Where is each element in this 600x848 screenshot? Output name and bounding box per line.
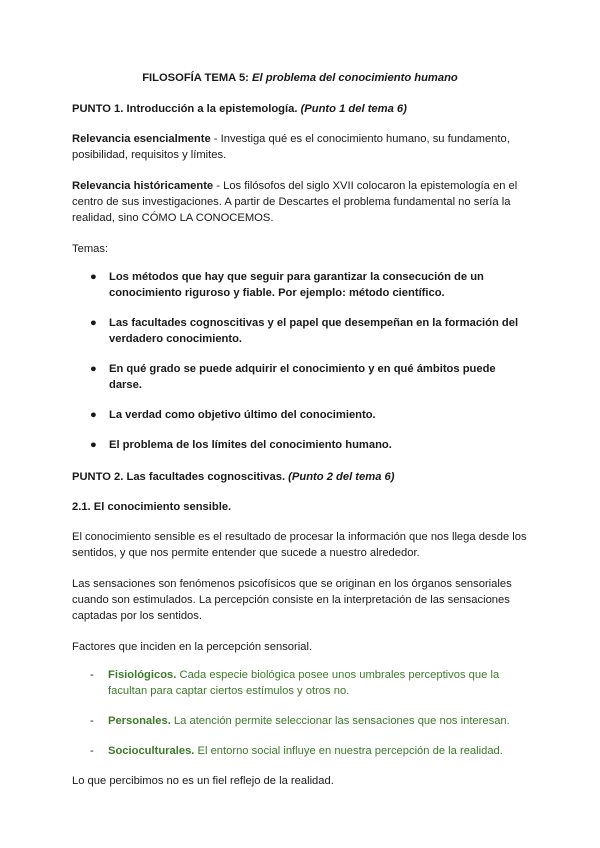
- sensaciones-paragraph: Las sensaciones son fenómenos psicofísicos que se originan en los órganos sensoriales cuando son estimulados. La percepción consiste en la interpretación de las sensaciones captadas por los sentidos.: [72, 578, 512, 622]
- bullet-icon: ●: [90, 271, 97, 283]
- temas-list: [72, 269, 528, 453]
- bullet-icon: ●: [90, 317, 97, 329]
- list-item: [90, 437, 528, 453]
- factor-text: El entorno social influye en nuestra percepción de la realidad.: [194, 745, 503, 757]
- temas-label: Temas:: [72, 243, 109, 255]
- title-italic: El problema del conocimiento humano: [252, 72, 458, 84]
- list-item: [90, 667, 528, 699]
- document-title: [72, 70, 528, 86]
- conocimiento-sensible-paragraph: El conocimiento sensible es el resultado de procesar la información que nos llega desde los sentidos, y que nos permite entender que sucede a nuestro alrededor.: [72, 531, 527, 559]
- punto2-heading-text: PUNTO 2. Las facultades cognoscitivas.: [72, 471, 289, 483]
- factor-term: Personales.: [108, 715, 171, 727]
- list-item: [90, 743, 528, 759]
- relevancia-historica-paragraph: [72, 178, 528, 226]
- list-item-text: Las facultades cognoscitivas y el papel que desempeñan en la formación del verdadero conocimiento.: [109, 317, 519, 345]
- list-item-text: La verdad como objetivo último del conocimiento.: [109, 409, 376, 421]
- factor-text: La atención permite seleccionar las sensaciones que nos interesan.: [170, 715, 510, 727]
- relevancia-historica-label: Relevancia históricamente: [72, 180, 214, 192]
- factores-label: Factores que inciden en la percepción sensorial.: [72, 641, 313, 653]
- dash-marker: -: [90, 669, 94, 681]
- punto1-heading-text: PUNTO 1. Introducción a la epistemología.: [72, 103, 301, 115]
- factor-text: Cada especie biológica posee unos umbrales perceptivos que la facultan para captar ciertos estímulos y otros no.: [108, 669, 500, 697]
- punto2-heading: [72, 469, 528, 485]
- list-item: [90, 407, 528, 423]
- list-item-text: El problema de los límites del conocimiento humano.: [109, 439, 392, 451]
- sub21-heading: 2.1. El conocimiento sensible.: [72, 501, 232, 513]
- relevancia-historica-text: - Los filósofos del siglo XVII colocaron la epistemología en el centro de sus investigaciones. A partir de Descartes el problema fundamental no sería la realidad, sino CÓMO LA CONOCEMOS.: [72, 180, 518, 224]
- factor-term: Socioculturales.: [108, 745, 195, 757]
- punto2-heading-italic: (Punto 2 del tema 6): [288, 471, 395, 483]
- dash-marker: -: [90, 715, 94, 727]
- dash-marker: -: [90, 745, 94, 757]
- list-item: [90, 315, 528, 347]
- closing-paragraph: Lo que percibimos no es un fiel reflejo de la realidad.: [72, 775, 334, 787]
- list-item-text: En qué grado se puede adquirir el conocimiento y en qué ámbitos puede darse.: [109, 363, 496, 391]
- relevancia-esencial-text: - Investiga qué es el conocimiento humano, su fundamento, posibilidad, requisitos y límites.: [72, 133, 510, 161]
- bullet-icon: ●: [90, 409, 97, 421]
- punto1-heading: [72, 101, 528, 117]
- bullet-icon: ●: [90, 363, 97, 375]
- factor-term: Fisiológicos.: [108, 669, 177, 681]
- list-item: [90, 713, 528, 729]
- factores-list: [72, 667, 528, 759]
- punto1-heading-italic: (Punto 1 del tema 6): [300, 103, 407, 115]
- title-prefix: FILOSOFÍA TEMA 5:: [142, 72, 253, 84]
- list-item-text: Los métodos que hay que seguir para garantizar la consecución de un conocimiento riguroso y fiable. Por ejemplo: método científico.: [109, 271, 484, 299]
- bullet-icon: ●: [90, 439, 97, 451]
- list-item: [90, 269, 528, 301]
- list-item: [90, 361, 528, 393]
- relevancia-esencial-paragraph: [72, 131, 528, 163]
- relevancia-esencial-label: Relevancia esencialmente: [72, 133, 211, 145]
